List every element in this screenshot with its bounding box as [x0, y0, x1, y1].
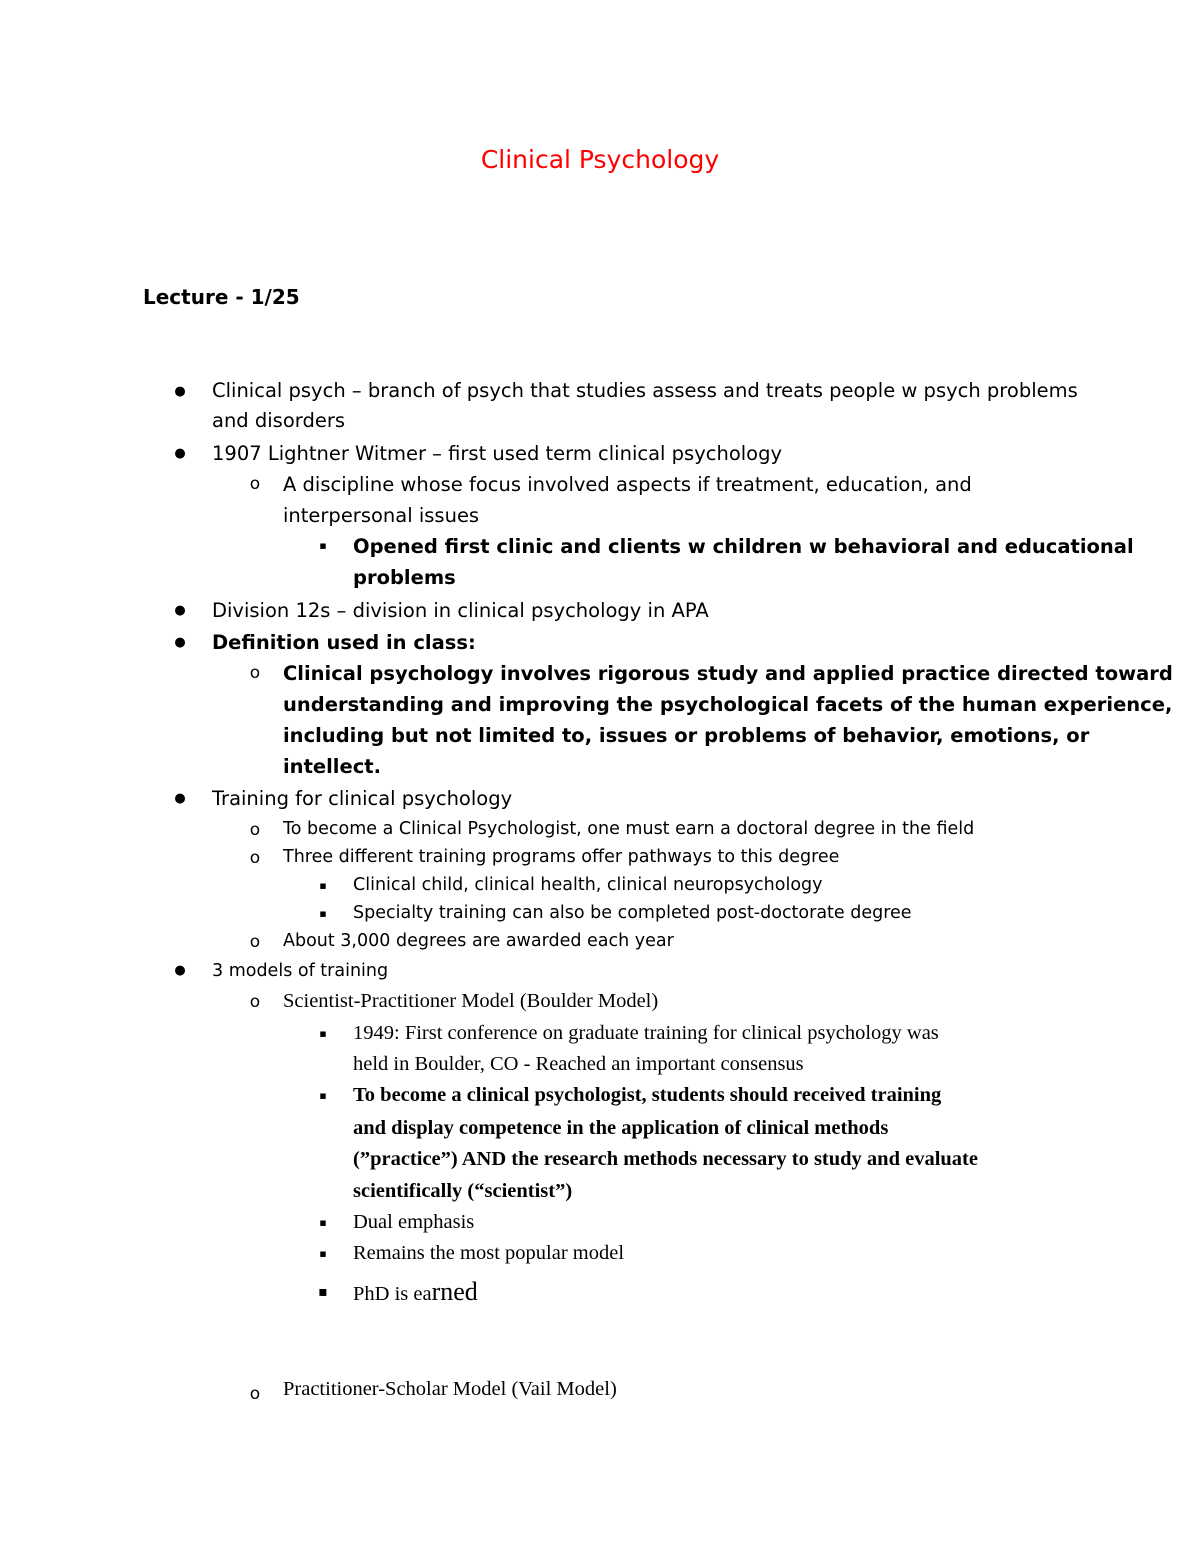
list-item-text: To become a Clinical Psychologist, one must earn a doctoral degree in the field: [283, 819, 975, 839]
list-item-text: Dual emphasis: [353, 1211, 475, 1233]
bullet-disc-icon: ●: [174, 963, 186, 978]
bullet-circle-icon: o: [249, 932, 261, 952]
list-item-text: Three different training programs offer pathways to this degree: [283, 847, 840, 867]
bullet-square-icon: ▪: [319, 1216, 327, 1229]
list-item-text: 3 models of training: [212, 961, 389, 981]
bullet-circle-icon: o: [249, 474, 261, 494]
list-item-text: intellect.: [283, 755, 381, 778]
list-item-text: and display competence in the application of clinical methods: [353, 1117, 889, 1139]
bullet-square-icon: ▪: [319, 879, 327, 892]
bullet-square-icon: ▪: [319, 1247, 327, 1260]
list-item-text: [353, 1274, 478, 1312]
bullet-square-icon: ▪: [319, 539, 327, 552]
bullet-circle-icon: o: [249, 820, 261, 840]
list-item-text: Remains the most popular model: [353, 1242, 625, 1264]
list-item-text: About 3,000 degrees are awarded each year: [283, 931, 674, 951]
bullet-disc-icon: ●: [174, 603, 186, 618]
list-item-text: Division 12s – division in clinical psychology in APA: [212, 599, 709, 622]
list-item-text: scientifically (“scientist”): [353, 1180, 573, 1202]
list-item-text: A discipline whose focus involved aspects if treatment, education, and: [283, 473, 972, 496]
list-item-text: problems: [353, 566, 456, 589]
bullet-disc-icon: ●: [174, 384, 186, 399]
list-item-text-part: rned: [431, 1277, 478, 1306]
list-item-text: Opened first clinic and clients w children w behavioral and educational: [353, 535, 1134, 558]
list-item-text: Clinical psychology involves rigorous study and applied practice directed toward: [283, 662, 1173, 685]
bullet-circle-icon: o: [249, 848, 261, 868]
list-item-text: understanding and improving the psychological facets of the human experience,: [283, 693, 1173, 716]
list-item-text: and disorders: [212, 409, 345, 432]
bullet-disc-icon: ●: [174, 446, 186, 461]
lecture-heading: Lecture - 1/25: [143, 285, 300, 309]
bullet-square-icon: ▪: [318, 1284, 328, 1300]
document-title: Clinical Psychology: [480, 145, 720, 174]
bullet-square-icon: ▪: [319, 1089, 327, 1102]
bullet-square-icon: ▪: [319, 1027, 327, 1040]
list-item-text: Clinical psych – branch of psych that studies assess and treats people w psych problems: [212, 379, 1078, 402]
list-item-text: Clinical child, clinical health, clinical neuropsychology: [353, 875, 823, 895]
list-item-text: including but not limited to, issues or problems of behavior, emotions, or: [283, 724, 1090, 747]
bullet-circle-icon: o: [249, 992, 261, 1012]
bullet-circle-icon: o: [249, 1384, 261, 1404]
bullet-square-icon: ▪: [319, 907, 327, 920]
bullet-disc-icon: ●: [174, 635, 186, 650]
list-item-text: Training for clinical psychology: [212, 787, 513, 810]
list-item-text: Specialty training can also be completed post-doctorate degree: [353, 903, 912, 923]
list-item-text: 1907 Lightner Witmer – first used term clinical psychology: [212, 442, 783, 465]
list-item-text: (”practice”) AND the research methods necessary to study and evaluate: [353, 1148, 978, 1170]
list-item-text: interpersonal issues: [283, 504, 480, 527]
list-item-text: held in Boulder, CO - Reached an important consensus: [353, 1053, 804, 1075]
bullet-circle-icon: o: [249, 663, 261, 683]
bullet-disc-icon: ●: [174, 791, 186, 806]
list-item-text: 1949: First conference on graduate training for clinical psychology was: [353, 1022, 939, 1044]
list-item-text: To become a clinical psychologist, students should received training: [353, 1084, 942, 1106]
list-item-text: Definition used in class:: [212, 631, 476, 654]
list-item-text: Scientist-Practitioner Model (Boulder Model): [283, 990, 659, 1012]
list-item-text-part: PhD is ea: [353, 1283, 432, 1305]
list-item-text: Practitioner-Scholar Model (Vail Model): [283, 1378, 617, 1400]
